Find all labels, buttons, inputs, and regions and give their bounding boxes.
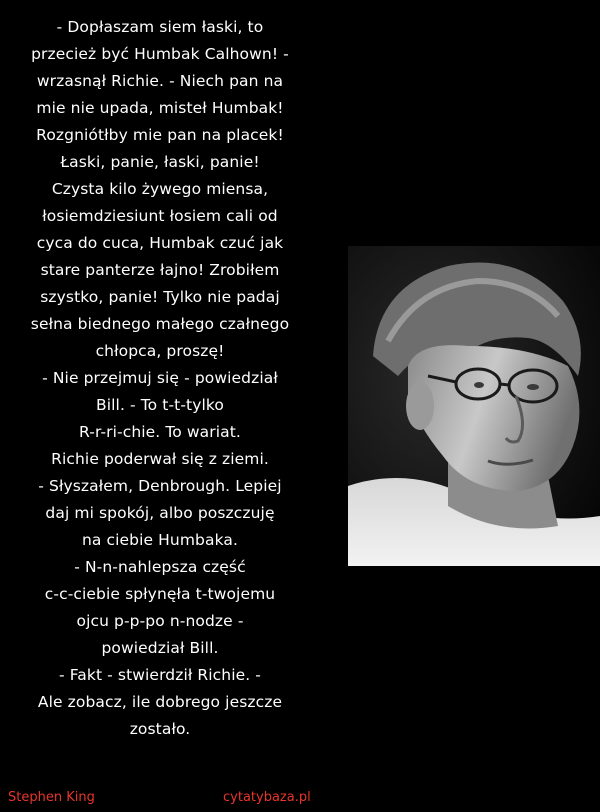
author-portrait-image — [348, 246, 600, 566]
quote-line: c-c-ciebie spłynęła t-twojemu — [44, 585, 276, 603]
quote-line: daj mi spokój, albo poszczuję — [45, 504, 275, 522]
footer-site[interactable]: cytatybaza.pl — [223, 790, 311, 805]
quote-line: stare panterze łajno! Zrobiłem — [40, 261, 280, 279]
quote-line: na ciebie Humbaka. — [81, 531, 239, 549]
quote-line: - Fakt - stwierdził Richie. - — [58, 666, 261, 684]
quote-line: sełna biednego małego czałnego — [30, 315, 290, 333]
quote-line: ojcu p-p-po n-nodze - — [76, 612, 244, 630]
quote-line: - N-n-nahlepsza część — [74, 558, 246, 576]
quote-line: - Słyszałem, Denbrough. Lepiej — [38, 477, 282, 495]
quote-line: - Nie przejmuj się - powiedział — [42, 369, 278, 387]
quote-line: Ale zobacz, ile dobrego jeszcze — [37, 693, 283, 711]
quote-line: Rozgniótłby mie pan na placek! — [36, 126, 284, 144]
quote-line: szystko, panie! Tylko nie padaj — [40, 288, 280, 306]
quote-text — [4, 14, 316, 743]
quote-line: cyca do cuca, Humbak czuć jak — [36, 234, 284, 252]
quote-line: powiedział Bill. — [101, 639, 219, 657]
quote-line: łosiemdziesiunt łosiem cali od — [42, 207, 278, 225]
quote-line: chłopca, proszę! — [95, 342, 225, 360]
quote-line: mie nie upada, misteł Humbak! — [36, 99, 284, 117]
quote-line: Łaski, panie, łaski, panie! — [60, 153, 260, 171]
author-portrait — [348, 246, 600, 566]
quote-line: Bill. - To t-t-tylko — [96, 396, 224, 414]
quote-line: R-r-ri-chie. To wariat. — [79, 423, 241, 441]
quote-line: Richie poderwał się z ziemi. — [51, 450, 269, 468]
footer-author[interactable]: Stephen King — [8, 790, 95, 805]
quote-line: - Dopłaszam siem łaski, to — [56, 18, 264, 36]
quote-line: przecież być Humbak Calhown! - — [31, 45, 289, 63]
quote-line: zostało. — [129, 720, 191, 738]
quote-line: Czysta kilo żywego miensa, — [51, 180, 269, 198]
quote-line: wrzasnął Richie. - Niech pan na — [36, 72, 284, 90]
